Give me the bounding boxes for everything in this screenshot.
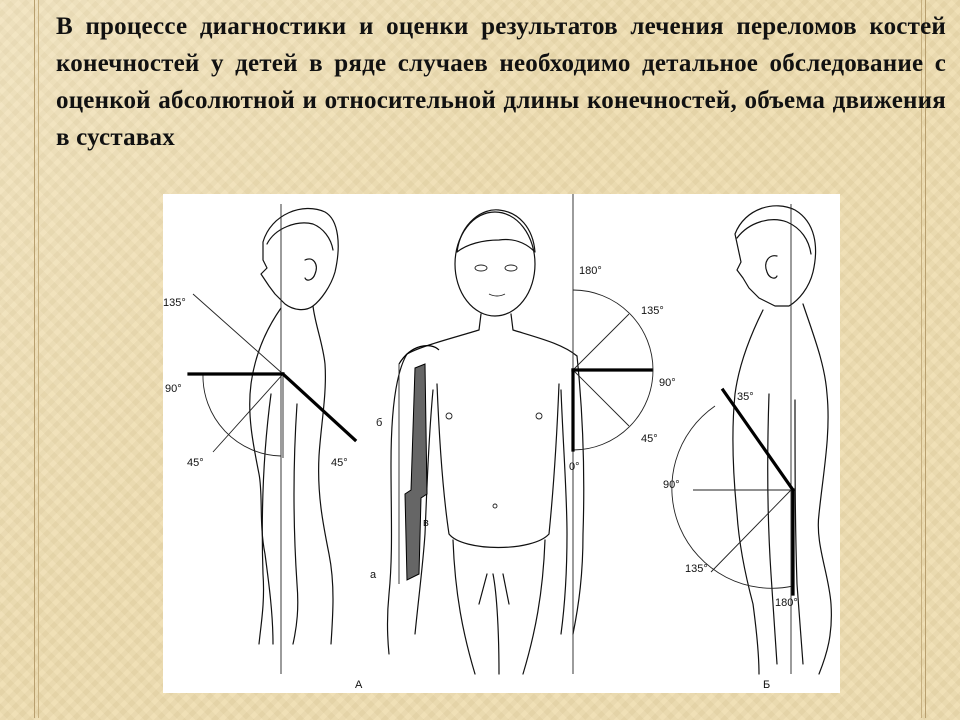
slide-heading: В процессе диагностики и оценки результатов лечения переломов костей конечностей у детей в ряде случаев необходимо детальное обследование с оценкой абсолютной и относительной длины конечностей, объема движения в суставах [56, 13, 946, 151]
front-label-0: 0° [569, 461, 580, 473]
front-legs-outline [453, 540, 545, 674]
left-label-45-a: 45° [187, 457, 204, 469]
left-label-90: 90° [165, 383, 182, 395]
front-label-45: 45° [641, 433, 658, 445]
front-label-90: 90° [659, 377, 676, 389]
front-arm-letter-v: в [423, 517, 429, 529]
right-ray-135 [711, 490, 791, 572]
front-figure [355, 194, 676, 691]
right-label-90: 90° [663, 479, 680, 491]
front-right-eye [505, 265, 517, 271]
front-mouth [489, 294, 505, 296]
front-hair [457, 210, 535, 252]
front-left-nipple [446, 413, 452, 419]
left-ray-135 [193, 294, 283, 374]
front-head-outline [455, 212, 535, 316]
illustration-svg [163, 194, 840, 693]
medical-illustration [163, 194, 840, 693]
front-arm-letter-b: б [376, 417, 383, 429]
right-label-180: 180° [775, 597, 798, 609]
right-figure [663, 204, 831, 691]
left-angle-arc [203, 374, 281, 456]
front-ray-135 [573, 314, 629, 370]
right-arm-outline [768, 394, 803, 664]
panel-letter-b: Б [763, 679, 771, 691]
left-arm-outline [259, 394, 271, 644]
left-label-135: 135° [163, 297, 186, 309]
right-back-outline [803, 304, 831, 674]
front-torso-outline [407, 314, 577, 548]
front-arm-letter-a: а [370, 569, 377, 581]
right-label-135: 135° [685, 563, 708, 575]
front-label-135: 135° [641, 305, 664, 317]
right-hair [737, 220, 811, 254]
front-right-nipple [536, 413, 542, 419]
left-label-45-b: 45° [331, 457, 348, 469]
left-back-outline [313, 306, 333, 644]
right-ear [766, 256, 777, 278]
right-front-outline [733, 310, 763, 674]
front-left-eye [475, 265, 487, 271]
left-figure [163, 204, 355, 674]
left-arm-45-line [283, 374, 355, 440]
right-label-35: 35° [737, 391, 754, 403]
left-ear [305, 259, 316, 280]
front-navel [493, 504, 497, 508]
front-label-180: 180° [579, 265, 602, 277]
left-hair [267, 223, 333, 250]
panel-letter-a: A [355, 679, 363, 691]
left-arm-inner [293, 404, 298, 644]
left-ray-45a [213, 374, 283, 452]
